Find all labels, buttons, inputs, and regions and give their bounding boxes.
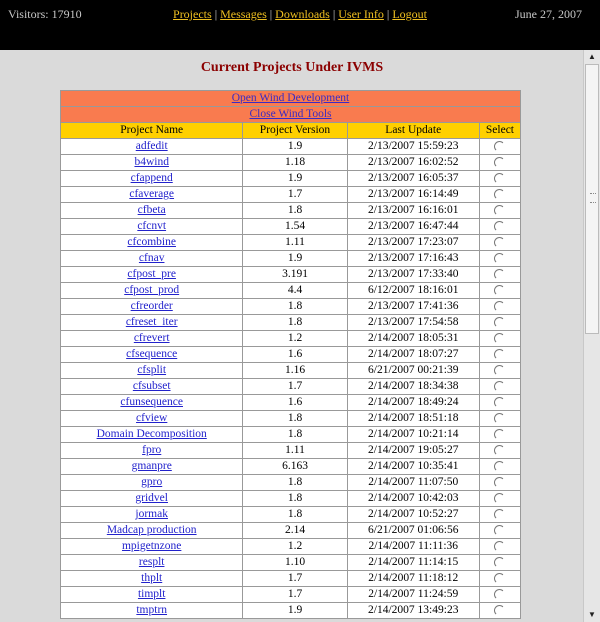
vertical-scrollbar[interactable] — [583, 50, 600, 622]
select-radio[interactable] — [494, 557, 505, 568]
project-version-cell: 1.8 — [243, 507, 347, 523]
table-row — [61, 219, 521, 235]
project-link[interactable]: timplt — [137, 588, 166, 600]
select-radio[interactable] — [494, 541, 505, 552]
last-update-cell: 2/14/2007 10:35:41 — [347, 459, 479, 475]
nav-link-projects[interactable]: Projects — [173, 7, 212, 21]
project-name-cell — [61, 363, 243, 379]
table-row — [61, 251, 521, 267]
project-version-cell: 1.8 — [243, 315, 347, 331]
select-radio[interactable] — [494, 429, 505, 440]
table-row — [61, 235, 521, 251]
table-row — [61, 475, 521, 491]
arrow-up-icon[interactable]: ▲ — [588, 52, 596, 61]
current-date: June 27, 2007 — [515, 7, 582, 21]
table-row — [61, 203, 521, 219]
select-radio[interactable] — [494, 509, 505, 520]
project-link[interactable]: adfedit — [135, 140, 168, 152]
last-update-cell: 2/14/2007 18:34:38 — [347, 379, 479, 395]
table-row — [61, 299, 521, 315]
select-radio[interactable] — [494, 285, 505, 296]
project-name-cell — [61, 411, 243, 427]
column-header-last-update[interactable]: Last Update — [347, 123, 479, 139]
project-link[interactable]: cfsubset — [132, 380, 171, 392]
last-update-cell: 2/14/2007 13:49:23 — [347, 603, 479, 619]
project-link[interactable]: tmptrn — [136, 604, 168, 616]
last-update-cell: 2/14/2007 18:07:27 — [347, 347, 479, 363]
table-row — [61, 459, 521, 475]
table-row — [61, 283, 521, 299]
table-header-row — [61, 123, 521, 139]
table-row — [61, 555, 521, 571]
select-radio[interactable] — [494, 141, 505, 152]
last-update-cell: 2/14/2007 18:05:31 — [347, 331, 479, 347]
select-radio[interactable] — [494, 237, 505, 248]
top-bar — [0, 0, 600, 50]
last-update-cell: 2/13/2007 17:16:43 — [347, 251, 479, 267]
project-link[interactable]: cfpost_prod — [124, 284, 180, 296]
project-version-cell: 1.18 — [243, 155, 347, 171]
table-row — [61, 315, 521, 331]
table-row — [61, 363, 521, 379]
project-link[interactable]: fpro — [142, 444, 162, 456]
select-radio[interactable] — [494, 589, 505, 600]
table-row — [61, 539, 521, 555]
project-link[interactable]: cfreorder — [130, 300, 173, 312]
last-update-cell: 2/13/2007 17:54:58 — [347, 315, 479, 331]
project-version-cell: 1.10 — [243, 555, 347, 571]
nav-link-messages[interactable]: Messages — [220, 7, 267, 21]
table-row — [61, 491, 521, 507]
project-name-cell — [61, 347, 243, 363]
table-row — [61, 523, 521, 539]
project-name-cell — [61, 171, 243, 187]
select-cell — [479, 411, 520, 427]
project-name-cell — [61, 235, 243, 251]
last-update-cell: 2/14/2007 19:05:27 — [347, 443, 479, 459]
select-cell — [479, 491, 520, 507]
last-update-cell: 2/14/2007 18:51:18 — [347, 411, 479, 427]
project-link[interactable]: cfsequence — [126, 348, 178, 360]
table-row — [61, 267, 521, 283]
project-name-cell — [61, 571, 243, 587]
project-version-cell: 1.6 — [243, 347, 347, 363]
project-version-cell: 1.11 — [243, 235, 347, 251]
table-row — [61, 139, 521, 155]
project-name-cell — [61, 539, 243, 555]
last-update-cell: 6/21/2007 01:06:56 — [347, 523, 479, 539]
table-row — [61, 411, 521, 427]
nav-separator: | — [332, 7, 336, 21]
project-name-cell — [61, 395, 243, 411]
table-row — [61, 395, 521, 411]
select-cell — [479, 155, 520, 171]
group-row — [61, 107, 521, 123]
nav-link-user-info[interactable]: User Info — [338, 7, 384, 21]
table-row — [61, 507, 521, 523]
group-row — [61, 91, 521, 107]
last-update-cell: 6/21/2007 00:21:39 — [347, 363, 479, 379]
nav-separator: | — [269, 7, 273, 21]
last-update-cell: 6/12/2007 18:16:01 — [347, 283, 479, 299]
last-update-cell: 2/14/2007 10:21:14 — [347, 427, 479, 443]
last-update-cell: 2/13/2007 17:33:40 — [347, 267, 479, 283]
last-update-cell: 2/14/2007 10:42:03 — [347, 491, 479, 507]
project-link[interactable]: cfsplit — [137, 364, 167, 376]
project-link[interactable]: resplt — [138, 556, 165, 568]
scrollbar-thumb[interactable] — [585, 64, 599, 334]
last-update-cell: 2/13/2007 17:23:07 — [347, 235, 479, 251]
project-link[interactable]: cfcombine — [127, 236, 176, 248]
nav-separator: | — [214, 7, 218, 21]
main-nav — [0, 7, 600, 22]
project-version-cell: 3.191 — [243, 267, 347, 283]
nav-separator: | — [386, 7, 390, 21]
select-cell — [479, 539, 520, 555]
grip-icon — [590, 193, 596, 203]
project-version-cell: 1.9 — [243, 171, 347, 187]
select-radio[interactable] — [494, 573, 505, 584]
nav-link-logout[interactable]: Logout — [392, 7, 427, 21]
project-name-cell — [61, 475, 243, 491]
project-name-cell — [61, 587, 243, 603]
select-cell — [479, 587, 520, 603]
select-cell — [479, 443, 520, 459]
select-cell — [479, 331, 520, 347]
select-radio[interactable] — [494, 397, 505, 408]
project-link[interactable]: cfunsequence — [120, 396, 183, 408]
select-cell — [479, 203, 520, 219]
project-name-cell — [61, 187, 243, 203]
project-version-cell: 2.14 — [243, 523, 347, 539]
project-link[interactable]: gpro — [141, 476, 163, 488]
select-cell — [479, 523, 520, 539]
select-radio[interactable] — [494, 605, 505, 616]
select-cell — [479, 299, 520, 315]
select-radio[interactable] — [494, 173, 505, 184]
project-link[interactable]: cfcnvt — [137, 220, 167, 232]
project-name-cell — [61, 523, 243, 539]
select-cell — [479, 187, 520, 203]
column-header-project-version[interactable]: Project Version — [243, 123, 347, 139]
select-cell — [479, 395, 520, 411]
project-name-cell — [61, 283, 243, 299]
project-name-cell — [61, 251, 243, 267]
select-cell — [479, 235, 520, 251]
last-update-cell: 2/14/2007 10:52:27 — [347, 507, 479, 523]
select-cell — [479, 459, 520, 475]
select-radio[interactable] — [494, 189, 505, 200]
select-radio[interactable] — [494, 269, 505, 280]
select-radio[interactable] — [494, 333, 505, 344]
select-radio[interactable] — [494, 493, 505, 504]
project-name-cell — [61, 603, 243, 619]
table-row — [61, 155, 521, 171]
select-cell — [479, 571, 520, 587]
select-cell — [479, 555, 520, 571]
select-cell — [479, 379, 520, 395]
select-cell — [479, 315, 520, 331]
select-radio[interactable] — [494, 381, 505, 392]
select-cell — [479, 507, 520, 523]
project-link[interactable]: cfrevert — [133, 332, 170, 344]
select-cell — [479, 363, 520, 379]
select-cell — [479, 219, 520, 235]
select-cell — [479, 139, 520, 155]
project-name-cell — [61, 507, 243, 523]
project-version-cell: 1.7 — [243, 187, 347, 203]
table-row — [61, 171, 521, 187]
last-update-cell: 2/13/2007 16:02:52 — [347, 155, 479, 171]
select-radio[interactable] — [494, 301, 505, 312]
project-link[interactable]: mpigetnzone — [121, 540, 182, 552]
select-radio[interactable] — [494, 461, 505, 472]
select-radio[interactable] — [494, 445, 505, 456]
project-version-cell: 1.16 — [243, 363, 347, 379]
select-radio[interactable] — [494, 525, 505, 536]
last-update-cell: 2/13/2007 17:41:36 — [347, 299, 479, 315]
project-name-cell — [61, 155, 243, 171]
project-name-cell — [61, 379, 243, 395]
project-name-cell — [61, 491, 243, 507]
project-version-cell: 1.7 — [243, 379, 347, 395]
select-cell — [479, 475, 520, 491]
project-name-cell — [61, 203, 243, 219]
project-link[interactable]: Domain Decomposition — [96, 428, 207, 440]
project-link[interactable]: gmanpre — [131, 460, 172, 472]
main-content — [0, 50, 584, 622]
project-version-cell: 1.8 — [243, 299, 347, 315]
project-link[interactable]: cfnav — [138, 252, 165, 264]
select-radio[interactable] — [494, 349, 505, 360]
projects-table — [60, 90, 521, 619]
project-version-cell: 1.8 — [243, 411, 347, 427]
column-header-select: Select — [479, 123, 520, 139]
page-title: Current Projects Under IVMS — [200, 60, 384, 75]
close-wind-tools-link[interactable]: Close Wind Tools — [249, 108, 332, 120]
project-link[interactable]: jormak — [135, 508, 168, 520]
project-version-cell: 1.54 — [243, 219, 347, 235]
project-version-cell: 1.8 — [243, 475, 347, 491]
project-name-cell — [61, 139, 243, 155]
select-cell — [479, 171, 520, 187]
project-version-cell: 4.4 — [243, 283, 347, 299]
project-version-cell: 1.7 — [243, 571, 347, 587]
project-version-cell: 1.9 — [243, 251, 347, 267]
select-radio[interactable] — [494, 365, 505, 376]
project-link[interactable]: cfview — [136, 412, 168, 424]
select-radio[interactable] — [494, 317, 505, 328]
table-row — [61, 379, 521, 395]
nav-link-downloads[interactable]: Downloads — [275, 7, 330, 21]
project-name-cell — [61, 427, 243, 443]
project-link[interactable]: cfreset_iter — [125, 316, 178, 328]
project-name-cell — [61, 555, 243, 571]
select-cell — [479, 251, 520, 267]
project-version-cell: 1.8 — [243, 203, 347, 219]
select-radio[interactable] — [494, 253, 505, 264]
project-version-cell: 1.6 — [243, 395, 347, 411]
table-row — [61, 587, 521, 603]
project-version-cell: 1.9 — [243, 603, 347, 619]
project-name-cell — [61, 443, 243, 459]
project-link[interactable]: cfpost_pre — [127, 268, 176, 280]
project-name-cell — [61, 267, 243, 283]
select-radio[interactable] — [494, 157, 505, 168]
select-radio[interactable] — [494, 477, 505, 488]
project-link[interactable]: thplt — [141, 572, 163, 584]
project-version-cell: 1.9 — [243, 139, 347, 155]
project-name-cell — [61, 331, 243, 347]
table-row — [61, 443, 521, 459]
last-update-cell: 2/13/2007 15:59:23 — [347, 139, 479, 155]
last-update-cell: 2/14/2007 11:18:12 — [347, 571, 479, 587]
select-radio[interactable] — [494, 221, 505, 232]
last-update-cell: 2/13/2007 16:05:37 — [347, 171, 479, 187]
project-link[interactable]: b4wind — [134, 156, 169, 168]
project-link[interactable]: cfappend — [130, 172, 173, 184]
table-row — [61, 571, 521, 587]
select-cell — [479, 267, 520, 283]
select-cell — [479, 347, 520, 363]
last-update-cell: 2/13/2007 16:14:49 — [347, 187, 479, 203]
project-link[interactable]: Madcap production — [106, 524, 197, 536]
project-version-cell: 1.2 — [243, 539, 347, 555]
project-version-cell: 1.11 — [243, 443, 347, 459]
project-version-cell: 1.2 — [243, 331, 347, 347]
project-version-cell: 6.163 — [243, 459, 347, 475]
project-link[interactable]: gridvel — [135, 492, 168, 504]
last-update-cell: 2/13/2007 16:16:01 — [347, 203, 479, 219]
project-version-cell: 1.8 — [243, 427, 347, 443]
select-cell — [479, 427, 520, 443]
table-row — [61, 427, 521, 443]
select-cell — [479, 603, 520, 619]
last-update-cell: 2/14/2007 11:11:36 — [347, 539, 479, 555]
last-update-cell: 2/14/2007 11:07:50 — [347, 475, 479, 491]
table-row — [61, 187, 521, 203]
select-radio[interactable] — [494, 413, 505, 424]
project-version-cell: 1.8 — [243, 491, 347, 507]
project-link[interactable]: cfbeta — [137, 204, 166, 216]
last-update-cell: 2/14/2007 18:49:24 — [347, 395, 479, 411]
column-header-project-name[interactable]: Project Name — [61, 123, 243, 139]
table-row — [61, 331, 521, 347]
project-version-cell: 1.7 — [243, 587, 347, 603]
arrow-down-icon[interactable]: ▼ — [588, 610, 596, 619]
select-cell — [479, 283, 520, 299]
last-update-cell: 2/14/2007 11:14:15 — [347, 555, 479, 571]
table-row — [61, 603, 521, 619]
project-name-cell — [61, 459, 243, 475]
open-wind-development-link[interactable]: Open Wind Development — [231, 92, 350, 104]
project-name-cell — [61, 299, 243, 315]
last-update-cell: 2/13/2007 16:47:44 — [347, 219, 479, 235]
visitor-counter: Visitors: 17910 — [8, 7, 82, 21]
project-name-cell — [61, 315, 243, 331]
select-radio[interactable] — [494, 205, 505, 216]
table-row — [61, 347, 521, 363]
project-name-cell — [61, 219, 243, 235]
project-link[interactable]: cfaverage — [129, 188, 175, 200]
last-update-cell: 2/14/2007 11:24:59 — [347, 587, 479, 603]
